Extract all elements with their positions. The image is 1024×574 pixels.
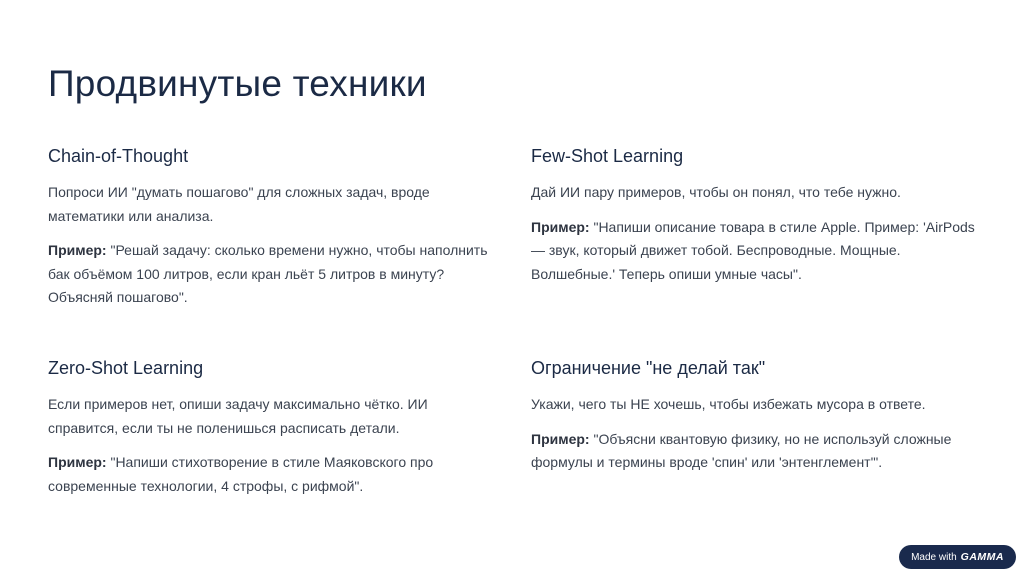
example-label: Пример: bbox=[531, 430, 590, 447]
example-text: "Напиши стихотворение в стиле Маяковского про современные технологии, 4 строфы, с рифмой". bbox=[48, 454, 434, 494]
card-example bbox=[531, 428, 976, 475]
example-text: "Объясни квантовую физику, но не используй сложные формулы и термины вроде 'спин' или 'энтенглемент'". bbox=[531, 430, 952, 470]
card-few-shot-learning bbox=[531, 145, 976, 286]
card-example bbox=[531, 216, 976, 287]
badge-prefix: Made with bbox=[911, 551, 957, 563]
card-zero-shot-learning bbox=[48, 357, 488, 498]
slide-title: Продвинутые техники bbox=[48, 63, 427, 104]
card-negative-constraint bbox=[531, 357, 976, 475]
card-description: Укажи, чего ты НЕ хочешь, чтобы избежать мусора в ответе. bbox=[531, 396, 926, 412]
card-title: Chain-of-Thought bbox=[48, 146, 189, 166]
example-text: "Решай задачу: сколько времени нужно, чтобы наполнить бак объёмом 100 литров, если кран льёт 5 литров в минуту? Объясняй пошагово". bbox=[48, 242, 488, 305]
card-description: Дай ИИ пару примеров, чтобы он понял, что тебе нужно. bbox=[531, 184, 901, 200]
example-label: Пример: bbox=[48, 454, 107, 470]
example-label: Пример: bbox=[48, 242, 107, 258]
example-label: Пример: bbox=[531, 218, 590, 235]
card-chain-of-thought bbox=[48, 145, 488, 310]
card-example bbox=[48, 239, 488, 310]
card-title: Ограничение "не делай так" bbox=[531, 358, 766, 378]
gamma-logo: GAMMA bbox=[960, 551, 1004, 563]
example-text: "Напиши описание товара в стиле Apple. Пример: 'AirPods — звук, который движет тобой. Беспроводные. Мощные. Волшебные.' Теперь опиши умные часы". bbox=[531, 218, 975, 282]
card-example bbox=[48, 451, 488, 498]
card-description: Если примеров нет, опиши задачу максимально чётко. ИИ справится, если ты не поленишься расписать детали. bbox=[48, 396, 428, 436]
card-title: Few-Shot Learning bbox=[531, 146, 684, 166]
card-title: Zero-Shot Learning bbox=[48, 358, 204, 378]
card-description: Попроси ИИ "думать пошагово" для сложных задач, вроде математики или анализа. bbox=[48, 184, 430, 224]
made-with-gamma-badge[interactable] bbox=[899, 545, 1016, 569]
